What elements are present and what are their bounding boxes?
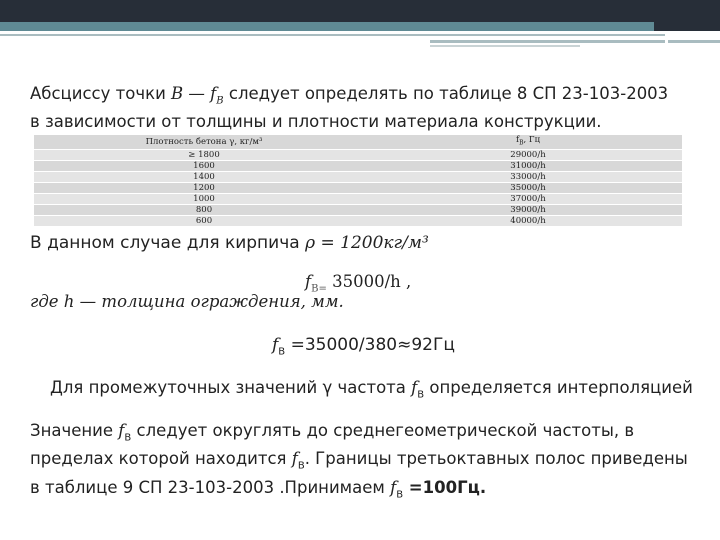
table-row: 1200 35000/h (34, 182, 682, 193)
density-formula: ρ = 1200кг/м³ (305, 233, 429, 253)
table-row: ≥ 1800 29000/h (34, 149, 682, 160)
header-rule (0, 34, 665, 36)
point-formula: B — $f_B$ (171, 84, 224, 107)
density-line: В данном случае для кирпича ρ = 1200кг/м³ (30, 233, 429, 253)
header-bar (0, 0, 720, 22)
table-row: 1000 37000/h (34, 193, 682, 204)
table-row: 600 40000/h (34, 215, 682, 226)
header-rule-right (430, 40, 665, 43)
formula-fb: $f_{В=}$ 35000/h , (305, 272, 412, 295)
table-row: 1600 31000/h (34, 160, 682, 171)
table-header-row (34, 135, 682, 149)
header-density: Плотность бетона γ, кг/м³ (34, 135, 374, 149)
header-frequency: $f_B$, Гц (374, 135, 682, 149)
frequency-table (34, 135, 682, 227)
header-accent-bar (0, 22, 720, 31)
intro-paragraph: Абсциссу точки B — $f_B$ следует определять по таблице 8 СП 23-103-2003 в зависимости от толщины и плотности материала конструкции. (30, 84, 669, 132)
formula-result: $f_В =35000/380\approx 92Гц$ (272, 335, 455, 358)
interpolation-line: Для промежуточных значений γ частота $f_В$ определяется интерполяцией (50, 378, 693, 401)
rounding-paragraph: Значение $f_В$ следует округлять до среднегеометрической частоты, в пределах которой находится $f_В$. Границы третьоктавных полос приведены в таблице 9 СП 23-103-2003 .Принимаем $f_В =100Гц$. (30, 421, 688, 500)
header-rule-right-short (430, 45, 580, 47)
header-corner-tab (654, 0, 720, 31)
table-row: 800 39000/h (34, 204, 682, 215)
table-row: 1400 33000/h (34, 171, 682, 182)
where-line: где h — толщина ограждения, мм. (30, 292, 344, 311)
header-rule-corner (668, 40, 720, 43)
